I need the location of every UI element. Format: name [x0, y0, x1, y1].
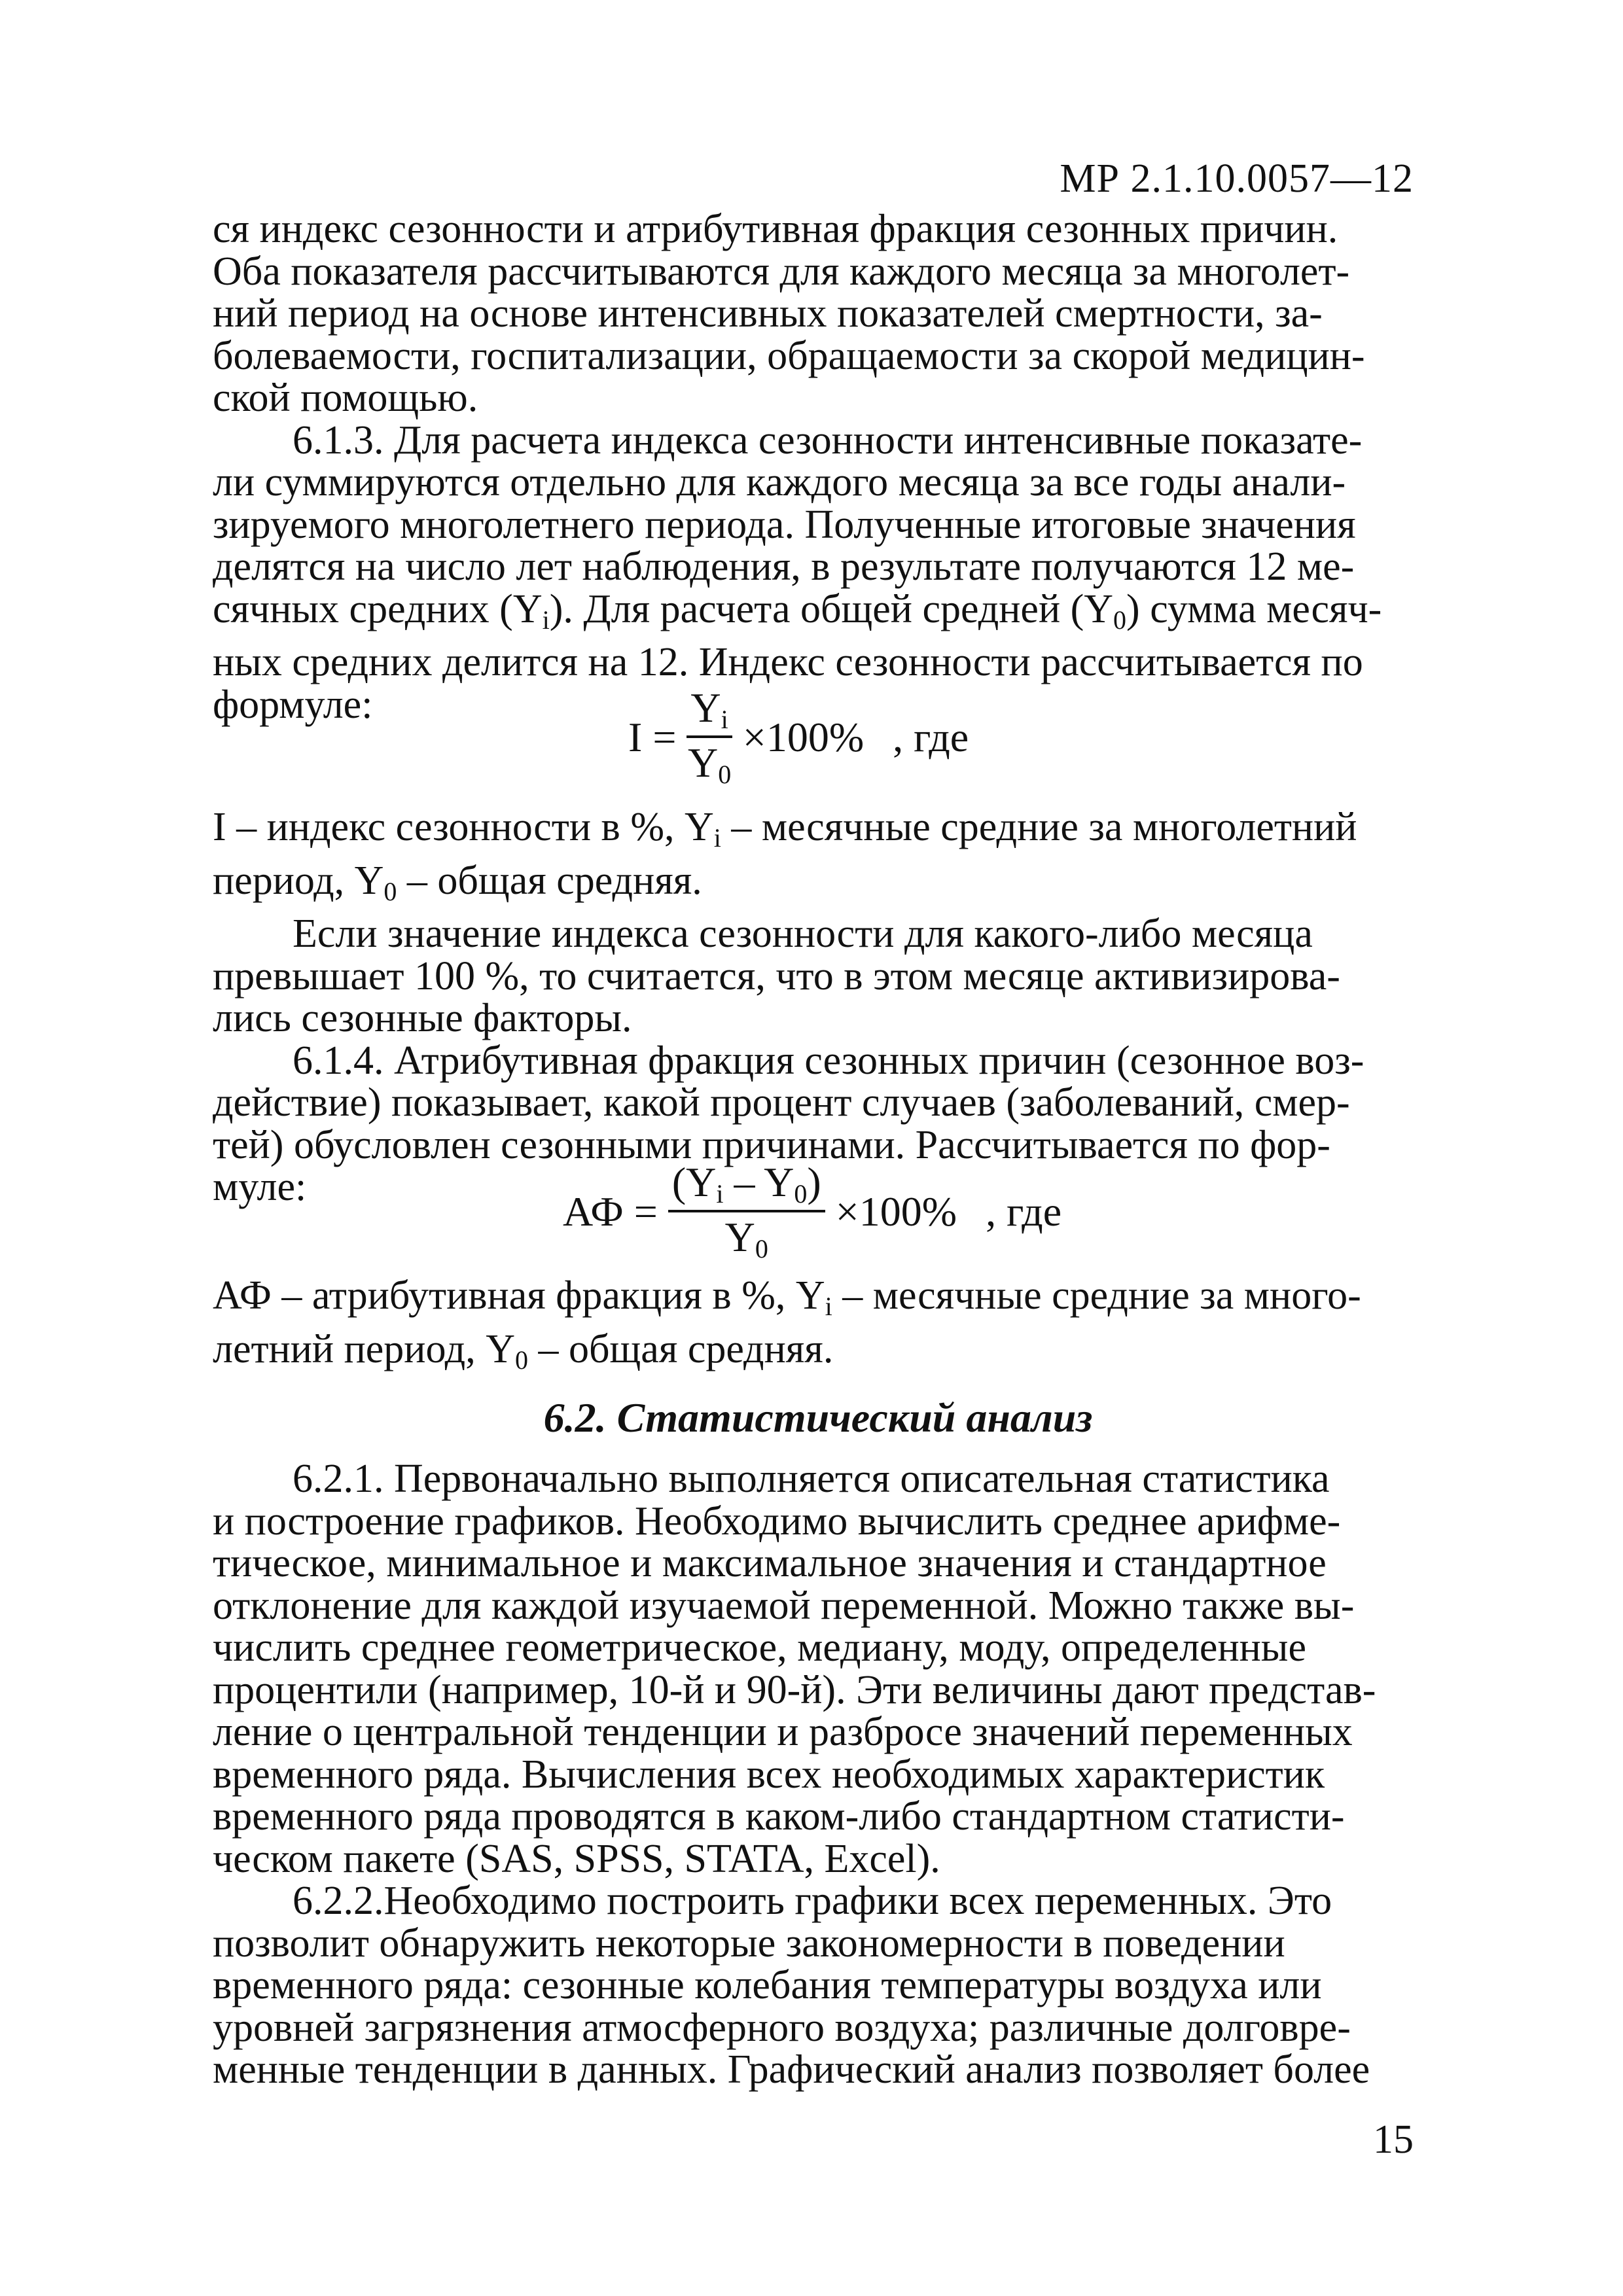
text-line: временного ряда. Вычисления всех необходимых характеристик [213, 1752, 1325, 1797]
fraction-numerator: $(Y_i - Y_0)$ [668, 1161, 825, 1212]
definition-seasonality-index: I – индекс сезонности в %, $Y_i$ – месячные средние за многолетний период, $Y_0$ – общая средняя. [213, 805, 1357, 906]
text-line: ческом пакете (SAS, SPSS, STATA, Excel). [213, 1836, 940, 1881]
text-line: позволит обнаружить некоторые закономерности в поведении [213, 1920, 1285, 1966]
text-line: ление о центральной тенденции и разбросе значений переменных [213, 1710, 1353, 1754]
text-line: уровней загрязнения атмосферного воздуха; различные долговре- [213, 2005, 1351, 2050]
formula-where: , где [986, 1188, 1062, 1235]
text-block-definition-2 [213, 1275, 1423, 1381]
text-line: числить среднее геометрическое, медиану, моду, определенные [213, 1625, 1306, 1670]
text-line: ской помощью. [213, 376, 478, 420]
formula-where: , где [893, 714, 969, 760]
text-line: формуле: [213, 682, 373, 727]
text-block-middle [213, 806, 1423, 1209]
text-line: 6.1.3. Для расчета индекса сезонности интенсивные показате- [293, 417, 1363, 463]
formula-fraction [687, 684, 732, 789]
definition-attributable-fraction: АФ – атрибутивная фракция в %, $Y_i$ – месячные средние за много- летний период, $Y_0$ – общая средняя. [213, 1273, 1361, 1375]
text-line: 6.1.4. Атрибутивная фракция сезонных причин (сезонное воз- [293, 1038, 1364, 1083]
paragraph-6-1-3 [213, 419, 1423, 726]
text-line: сячных средних $(Y_i)$. Для расчета общей средней $(Y_0)$ сумма месяч- [213, 586, 1382, 635]
formula-multiplier: ×100% [835, 1188, 957, 1235]
text-line: 6.2.1. Первоначально выполняется описательная статистика [293, 1457, 1330, 1501]
fraction-denominator: $Y_0$ [724, 1214, 768, 1263]
paragraph-6-2-1 [213, 1458, 1423, 1880]
formula-fraction [668, 1161, 825, 1262]
formula-lhs: АФ = [563, 1188, 658, 1235]
text-line: лись сезонные факторы. [213, 996, 632, 1040]
text-line: муле: [213, 1165, 307, 1209]
text-line: ся индекс сезонности и атрибутивная фракция сезонных причин. [213, 207, 1338, 251]
formula-multiplier: ×100% [742, 714, 865, 760]
text-line: 6.2.2.Необходимо построить графики всех переменных. Это [293, 1879, 1332, 1923]
text-line: действие) показывает, какой процент случаев (заболеваний, смер- [213, 1080, 1350, 1125]
text-line: Если значение индекса сезонности для какого-либо месяца [293, 911, 1313, 956]
text-line: временного ряда проводятся в каком-либо стандартном статисти- [213, 1794, 1345, 1839]
text-line: ли суммируются отдельно для каждого месяца за все годы анали- [213, 460, 1346, 504]
text-line: и построение графиков. Необходимо вычислить среднее арифме- [213, 1498, 1341, 1544]
text-line: делятся на число лет наблюдения, в результате получаются 12 ме- [213, 544, 1355, 589]
section-title: 6.2. Статистический анализ [543, 1394, 1093, 1441]
text-block-bottom [213, 1458, 1423, 2091]
formula-lhs: I = [628, 714, 677, 760]
text-line: ний период на основе интенсивных показателей смертности, за- [213, 291, 1323, 336]
fraction-numerator: $Y_i$ [687, 687, 732, 738]
text-line: ных средних делится на 12. Индекс сезонности рассчитывается по [213, 640, 1363, 684]
text-line: временного ряда: сезонные колебания температуры воздуха или [213, 1963, 1322, 2007]
text-line: процентили (например, 10-й и 90-й). Эти величины дают представ- [213, 1667, 1376, 1712]
paragraph-6-2-2 [213, 1880, 1423, 2091]
formula-seasonality-index [628, 684, 969, 789]
text-block-top [213, 208, 1423, 726]
text-line: отклонение для каждой изучаемой переменной. Можно также вы- [213, 1583, 1355, 1628]
page-number: 15 [1373, 2117, 1414, 2162]
text-line: болеваемости, госпитализации, обращаемости за скорой медицин- [213, 333, 1365, 378]
paragraph-continuation [213, 208, 1423, 419]
paragraph-threshold [213, 913, 1423, 1040]
text-line: менные тенденции в данных. Графический анализ позволяет более [213, 2047, 1370, 2092]
document-code: МР 2.1.10.0057—12 [1060, 156, 1414, 201]
formula-attributable-fraction [563, 1161, 1061, 1262]
text-line: зируемого многолетнего периода. Полученные итоговые значения [213, 502, 1356, 547]
fraction-denominator: $Y_0$ [687, 739, 732, 789]
text-line: тей) обусловлен сезонными причинами. Рассчитывается по фор- [213, 1122, 1330, 1167]
text-line: тическое, минимальное и максимальное значения и стандартное [213, 1541, 1327, 1585]
text-line: превышает 100 %, то считается, что в этом месяце активизирова- [213, 953, 1340, 998]
text-line: Оба показателя рассчитываются для каждого месяца за многолет- [213, 249, 1350, 294]
